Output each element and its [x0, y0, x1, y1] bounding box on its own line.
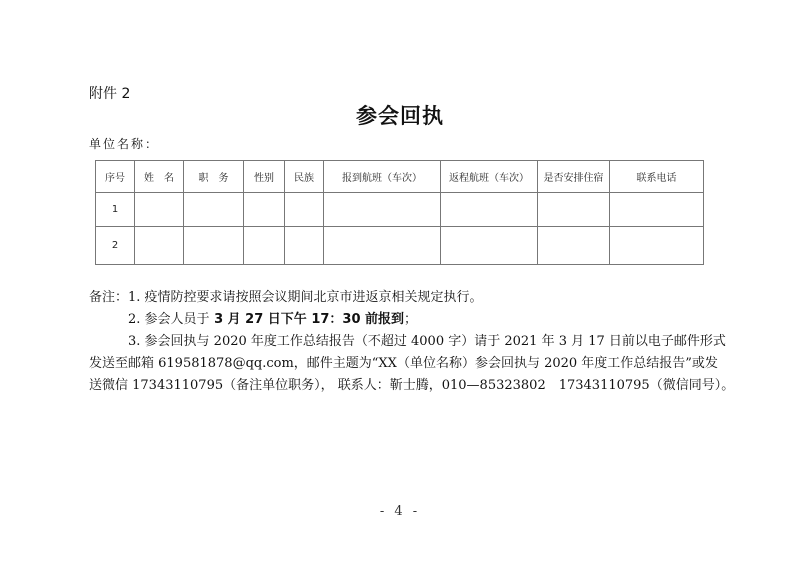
- cell-phone[interactable]: [610, 227, 704, 265]
- table-row: [96, 193, 704, 227]
- note-item-3-line-1: 3. 参会回执与 2020 年度工作总结报告（不超过 4000 字）请于 2021 年 3 月 17 日前以电子邮件形式: [128, 334, 726, 349]
- note-2-start: 2. 参会人员于: [128, 312, 210, 327]
- cell-accommodation[interactable]: [538, 227, 610, 265]
- header-ethnicity: 民族: [285, 161, 324, 193]
- header-return-flight: 返程航班（车次）: [441, 161, 538, 193]
- registration-table: [95, 160, 704, 265]
- page-number: - 4 -: [379, 504, 421, 519]
- cell-arrival-flight[interactable]: [324, 193, 441, 227]
- cell-seq: 2: [96, 227, 135, 265]
- cell-arrival-flight[interactable]: [324, 227, 441, 265]
- cell-ethnicity[interactable]: [285, 227, 324, 265]
- cell-name[interactable]: [135, 193, 184, 227]
- table-row: [96, 227, 704, 265]
- cell-return-flight[interactable]: [441, 193, 538, 227]
- header-position: 职 务: [184, 161, 244, 193]
- header-accommodation: 是否安排住宿: [538, 161, 610, 193]
- cell-gender[interactable]: [244, 227, 285, 265]
- note-2-deadline: 3 月 27 日下午 17：30 前报到: [209, 312, 405, 327]
- header-arrival-flight: 报到航班（车次）: [324, 161, 441, 193]
- note-item-3-line-3: 送微信 17343110795（备注单位职务）， 联系人：靳士腾，010—85323802 17343110795（微信同号）。: [89, 378, 735, 393]
- cell-return-flight[interactable]: [441, 227, 538, 265]
- note-item-3-line-2: 发送至邮箱 619581878@qq.com，邮件主题为“XX（单位名称）参会回执与 2020 年度工作总结报告”或发: [89, 356, 718, 371]
- note-2-end: ；: [404, 312, 418, 327]
- cell-position[interactable]: [184, 227, 244, 265]
- notes-prefix: 备注：: [89, 290, 129, 305]
- header-phone: 联系电话: [610, 161, 704, 193]
- cell-ethnicity[interactable]: [285, 193, 324, 227]
- note-item-1: [89, 287, 729, 309]
- header-gender: 性别: [244, 161, 285, 193]
- note-1-text: 1. 疫情防控要求请按照会议期间北京市进返京相关规定执行。: [128, 290, 483, 305]
- notes-section: [89, 287, 735, 397]
- cell-seq: 1: [96, 193, 135, 227]
- cell-gender[interactable]: [244, 193, 285, 227]
- table-header-row: [96, 161, 704, 193]
- header-name: 姓 名: [135, 161, 184, 193]
- note-item-2: [89, 309, 729, 331]
- cell-accommodation[interactable]: [538, 193, 610, 227]
- attachment-label: 附件 2: [89, 86, 131, 102]
- cell-phone[interactable]: [610, 193, 704, 227]
- unit-name-label: 单位名称：: [89, 137, 160, 151]
- document-title: 参会回执: [356, 103, 444, 128]
- header-seq: 序号: [96, 161, 135, 193]
- cell-position[interactable]: [184, 193, 244, 227]
- cell-name[interactable]: [135, 227, 184, 265]
